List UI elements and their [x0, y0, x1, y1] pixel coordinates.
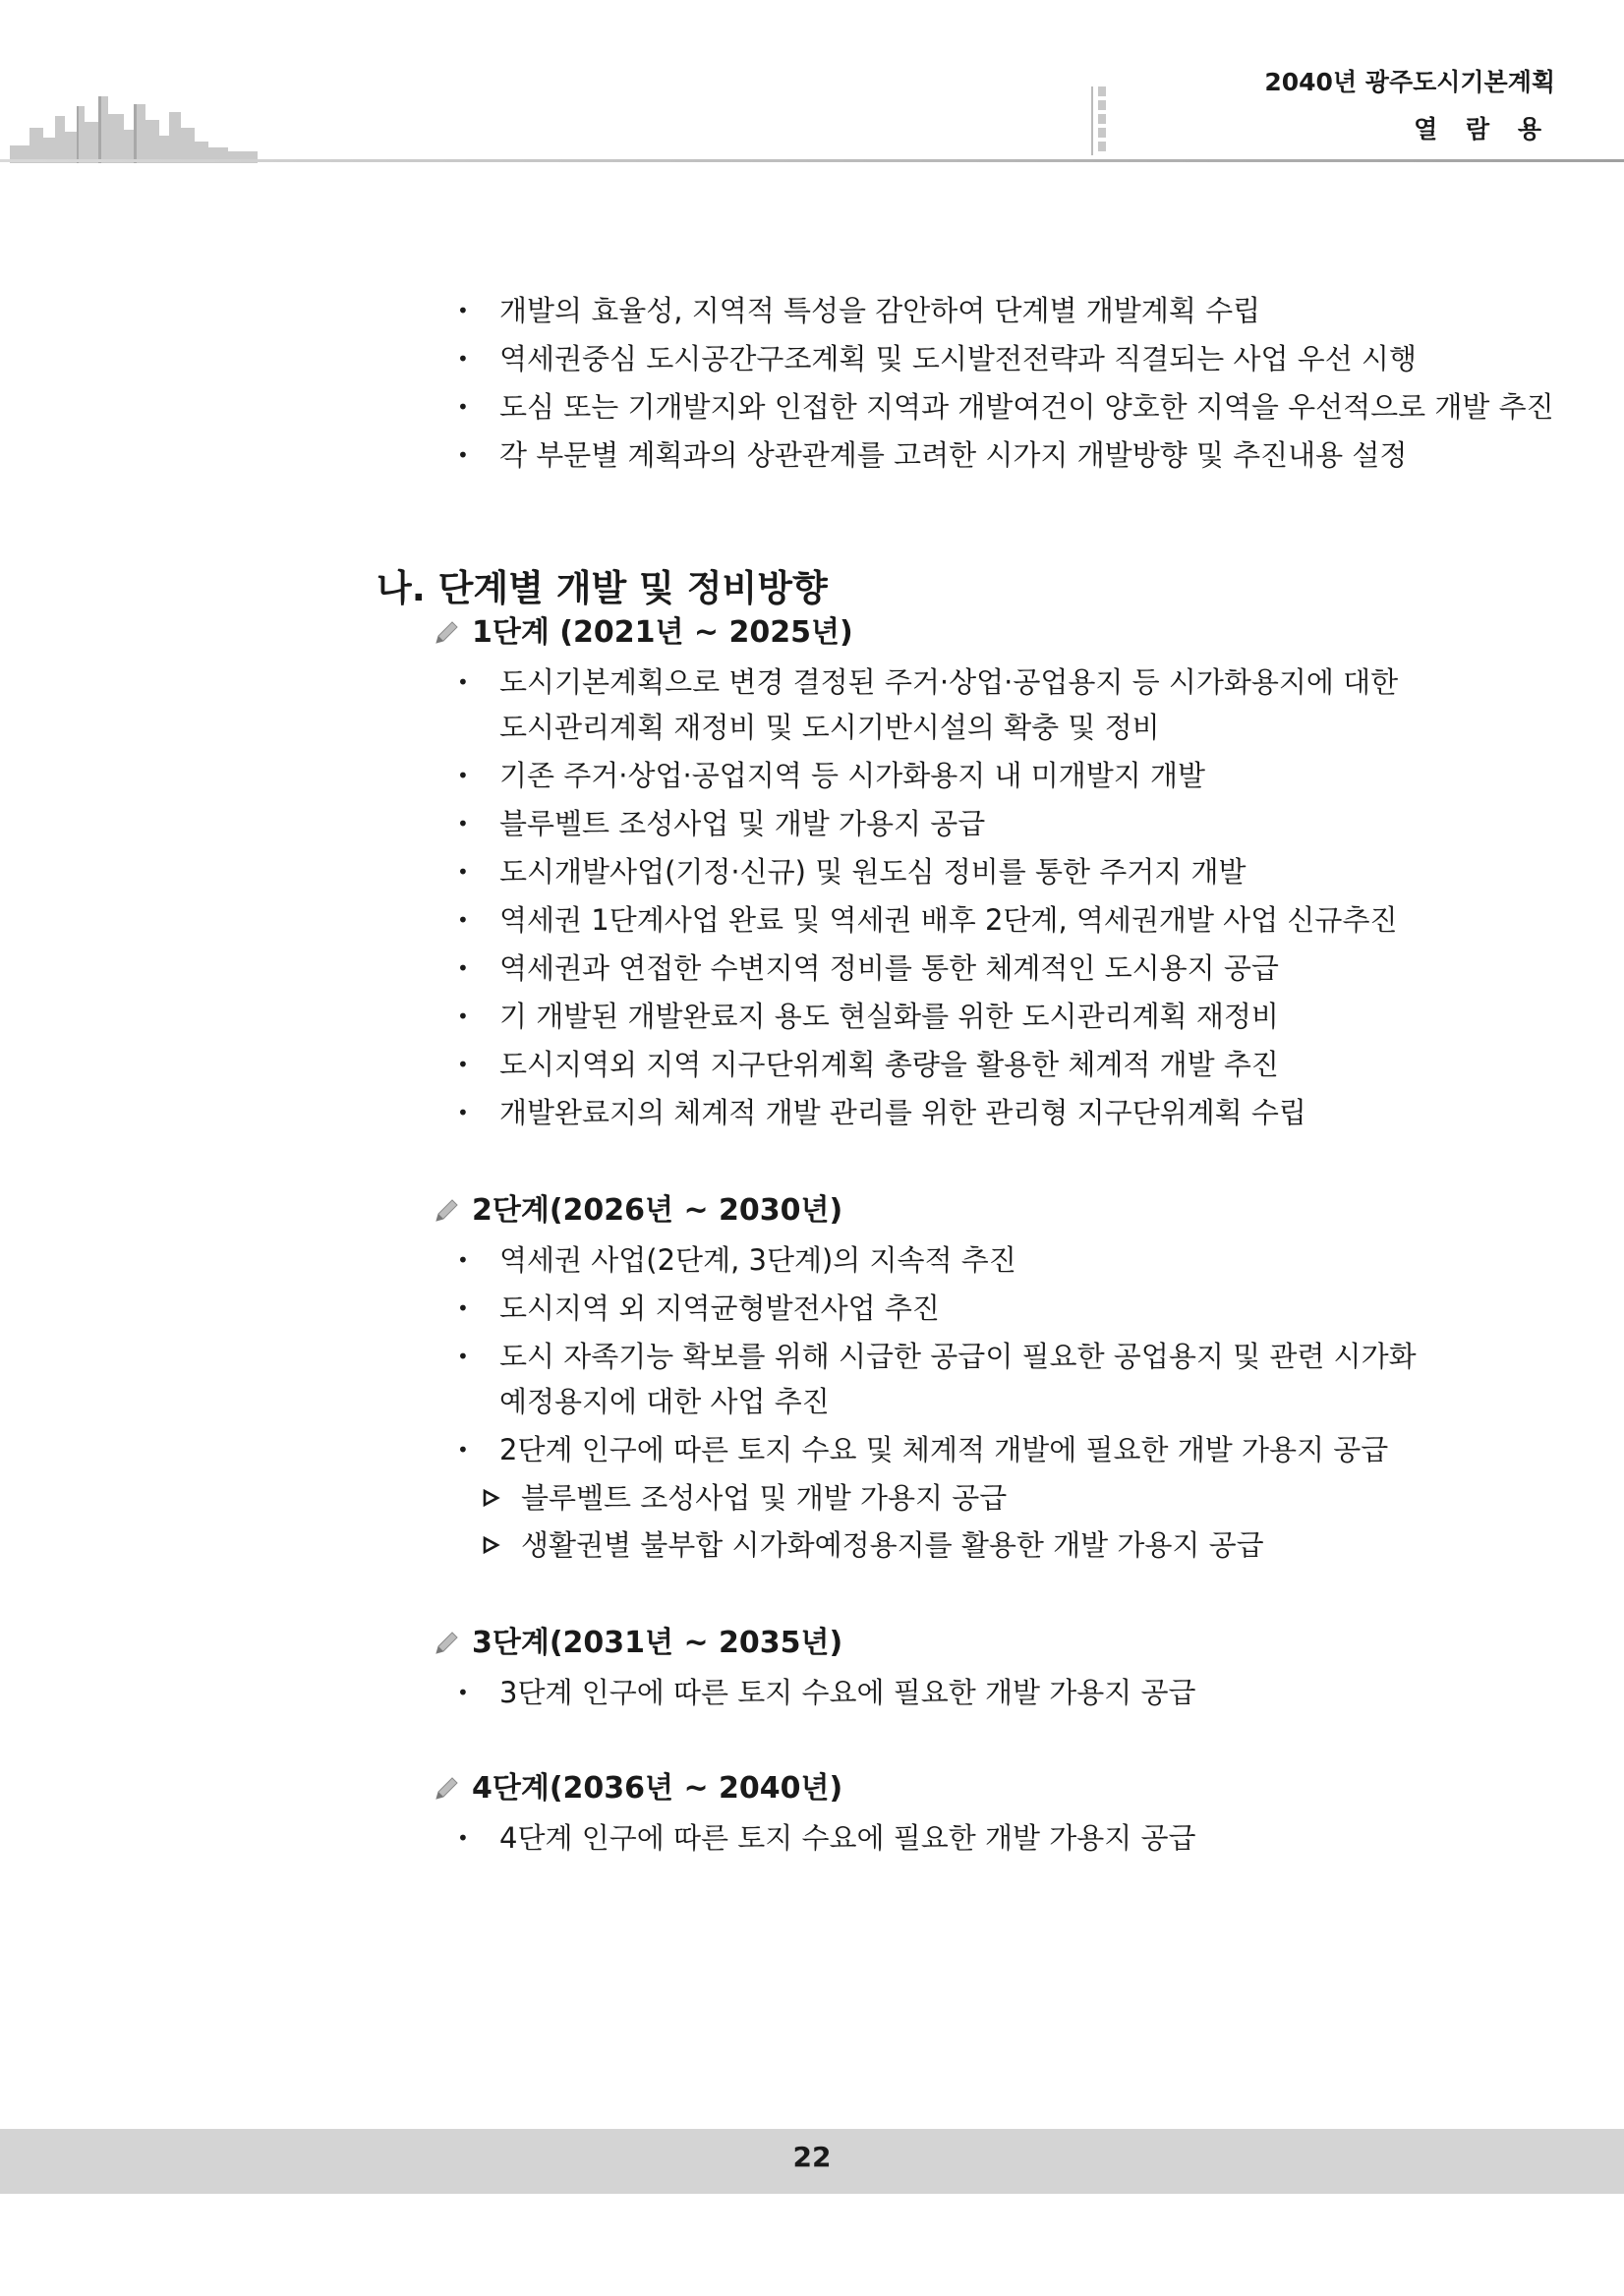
stage1-bullet-text: 기 개발된 개발완료지 용도 현실화를 위한 도시관리계획 재정비: [499, 1000, 1279, 1033]
stage4-bullet-text: 4단계 인구에 따른 토지 수요에 필요한 개발 가용지 공급: [499, 1821, 1196, 1855]
stage2-sub-item-text: 블루벨트 조성사업 및 개발 가용지 공급: [521, 1481, 1008, 1515]
bullet-icon: •: [457, 1248, 469, 1272]
bullet-icon: •: [457, 443, 469, 467]
stage1-bullet-text: 도시기본계획으로 변경 결정된 주거·상업·공업용지 등 시가화용지에 대한: [499, 665, 1399, 699]
stage2-bullet-text: 도시 자족기능 확보를 위해 시급한 공급이 필요한 공업용지 및 관련 시가화: [499, 1340, 1417, 1373]
bullet-icon: •: [457, 1826, 469, 1850]
bullet-icon: •: [457, 812, 469, 835]
bullet-icon: •: [457, 1296, 469, 1320]
stage1-bullet-text: 역세권과 연접한 수변지역 정비를 통한 체계적인 도시용지 공급: [499, 951, 1279, 985]
stage2-bullet-text: 2단계 인구에 따른 토지 수요 및 체계적 개발에 필요한 개발 가용지 공급: [499, 1433, 1389, 1466]
header-rule: [0, 159, 1624, 162]
bullet-icon: •: [457, 1101, 469, 1124]
stage4-title: 4단계(2036년 ~ 2040년): [472, 1771, 843, 1806]
bullet-icon: •: [457, 764, 469, 787]
triangle-marker-icon: [482, 1480, 501, 1516]
section-heading: 나. 단계별 개발 및 정비방향: [377, 567, 828, 609]
header-divider-marks: [1091, 86, 1109, 155]
pencil-icon: [433, 1775, 460, 1803]
stage2-bullet-continuation: 예정용지에 대한 사업 추진: [499, 1385, 830, 1418]
bullet-icon: •: [457, 1345, 469, 1368]
bullet-icon: •: [457, 860, 469, 884]
intro-bullet-text: 도심 또는 기개발지와 인접한 지역과 개발여건이 양호한 지역을 우선적으로 개발 추진: [499, 390, 1554, 424]
intro-bullet-text: 개발의 효율성, 지역적 특성을 감안하여 단계별 개발계획 수립: [499, 294, 1261, 327]
bullet-icon: •: [457, 1681, 469, 1704]
stage1-bullet-text: 블루벨트 조성사업 및 개발 가용지 공급: [499, 807, 986, 840]
bullet-icon: •: [457, 908, 469, 932]
bullet-icon: •: [457, 670, 469, 694]
intro-bullet-text: 역세권중심 도시공간구조계획 및 도시발전전략과 직결되는 사업 우선 시행: [499, 342, 1417, 375]
stage1-bullet-text: 기존 주거·상업·공업지역 등 시가화용지 내 미개발지 개발: [499, 759, 1206, 792]
stage3-title: 3단계(2031년 ~ 2035년): [472, 1626, 843, 1660]
stage1-title: 1단계 (2021년 ~ 2025년): [472, 615, 853, 650]
stage2-bullet-text: 도시지역 외 지역균형발전사업 추진: [499, 1292, 940, 1325]
bullet-icon: •: [457, 1004, 469, 1028]
bullet-icon: •: [457, 1438, 469, 1462]
stage1-bullet-text: 도시개발사업(기정·신규) 및 원도심 정비를 통한 주거지 개발: [499, 855, 1247, 889]
bullet-icon: •: [457, 299, 469, 322]
bullet-icon: •: [457, 395, 469, 419]
skyline-logo: [0, 86, 265, 163]
stage2-sub-item-text: 생활권별 불부합 시가화예정용지를 활용한 개발 가용지 공급: [521, 1528, 1264, 1562]
bullet-icon: •: [457, 347, 469, 371]
pencil-icon: [433, 1197, 460, 1225]
header-title: 2040년 광주도시기본계획: [1264, 68, 1555, 96]
page-number: 22: [792, 2141, 832, 2173]
stage1-bullet-text: 역세권 1단계사업 완료 및 역세권 배후 2단계, 역세권개발 사업 신규추진: [499, 903, 1398, 937]
triangle-marker-icon: [482, 1527, 501, 1563]
intro-bullet-text: 각 부문별 계획과의 상관관계를 고려한 시가지 개발방향 및 추진내용 설정: [499, 438, 1408, 472]
bullet-icon: •: [457, 1053, 469, 1076]
stage1-bullet-continuation: 도시관리계획 재정비 및 도시기반시설의 확충 및 정비: [499, 711, 1160, 744]
stage1-bullet-text: 도시지역외 지역 지구단위계획 총량을 활용한 체계적 개발 추진: [499, 1048, 1279, 1081]
stage3-bullet-text: 3단계 인구에 따른 토지 수요에 필요한 개발 가용지 공급: [499, 1676, 1196, 1709]
bullet-icon: •: [457, 956, 469, 980]
pencil-icon: [433, 1630, 460, 1657]
header-subtitle: 열 람 용: [1414, 115, 1551, 144]
stage1-bullet-text: 개발완료지의 체계적 개발 관리를 위한 관리형 지구단위계획 수립: [499, 1096, 1306, 1129]
stage2-bullet-text: 역세권 사업(2단계, 3단계)의 지속적 추진: [499, 1243, 1016, 1277]
stage2-title: 2단계(2026년 ~ 2030년): [472, 1193, 843, 1228]
pencil-icon: [433, 619, 460, 647]
